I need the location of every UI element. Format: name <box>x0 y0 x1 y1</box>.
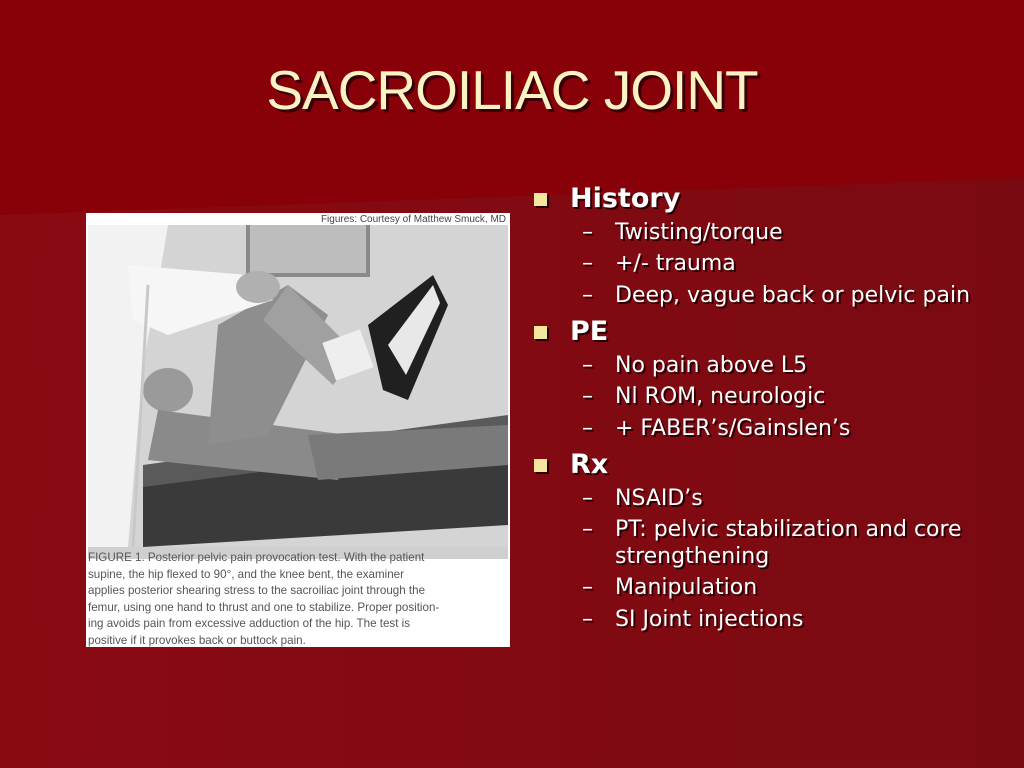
sub-bullet-text: PT: pelvic stabilization and core strengthening <box>615 517 962 569</box>
sub-bullet-text: SI Joint injections <box>615 606 804 632</box>
dash-icon: – <box>582 415 593 441</box>
sub-bullet <box>532 251 1002 278</box>
clinical-photo <box>88 225 508 559</box>
dash-icon: – <box>582 251 593 276</box>
sub-bullet <box>532 486 1002 513</box>
sub-bullet <box>532 283 1002 310</box>
sub-bullet <box>532 517 1002 570</box>
dash-icon: – <box>582 575 593 600</box>
square-bullet-icon <box>534 326 547 339</box>
sub-bullet-text: Twisting/torque <box>615 219 783 245</box>
sub-bullet-text: + FABER’s/Gainslen’s <box>615 415 851 441</box>
dash-icon: – <box>582 606 593 632</box>
sub-bullet-text: +/- trauma <box>615 251 736 276</box>
figure-caption: FIGURE 1. Posterior pelvic pain provocation test. With the patient supine, the hip flexed to 90°, and the knee bent, the examiner applies posterior shearing stress to the sacroiliac joint through the femur, using one hand to thrust and one to stabilize. Proper position- ing avoids pain from excessive adduction of the hip. The test is positive if it provokes back or buttock pain. <box>88 551 440 647</box>
square-bullet-icon <box>534 459 547 472</box>
square-bullet-icon <box>534 193 547 206</box>
section-pe <box>532 314 1002 442</box>
section-history <box>532 181 1002 309</box>
bullet-content <box>532 181 1002 638</box>
sub-bullet <box>532 575 1002 602</box>
sub-bullet-text: NSAID’s <box>615 485 703 511</box>
bullet-heading <box>532 181 1002 217</box>
dash-icon: – <box>582 384 593 409</box>
figure-panel <box>86 213 510 647</box>
sub-bullet <box>532 607 1002 634</box>
sub-bullet <box>532 384 1002 411</box>
dash-icon: – <box>582 517 593 542</box>
sub-bullet-text: Manipulation <box>615 575 758 600</box>
figure-credit: Figures: Courtesy of Matthew Smuck, MD <box>320 214 506 225</box>
dash-icon: – <box>582 282 593 308</box>
section-rx <box>532 447 1002 633</box>
sub-bullet-text: Nl ROM, neurologic <box>615 384 826 409</box>
bullet-heading <box>532 447 1002 483</box>
bullet-heading <box>532 314 1002 350</box>
sub-bullet <box>532 416 1002 443</box>
dash-icon: – <box>582 485 593 511</box>
heading-text: PE <box>570 316 609 347</box>
sub-bullet <box>532 353 1002 380</box>
sub-bullet-text: No pain above L5 <box>615 352 808 378</box>
sub-bullet <box>532 220 1002 247</box>
heading-text: Rx <box>570 449 609 480</box>
dash-icon: – <box>582 219 593 245</box>
slide-title: SACROILIAC JOINT <box>266 59 758 121</box>
sub-bullet-text: Deep, vague back or pelvic pain <box>615 282 971 308</box>
heading-text: History <box>570 183 681 214</box>
dash-icon: – <box>582 352 593 378</box>
